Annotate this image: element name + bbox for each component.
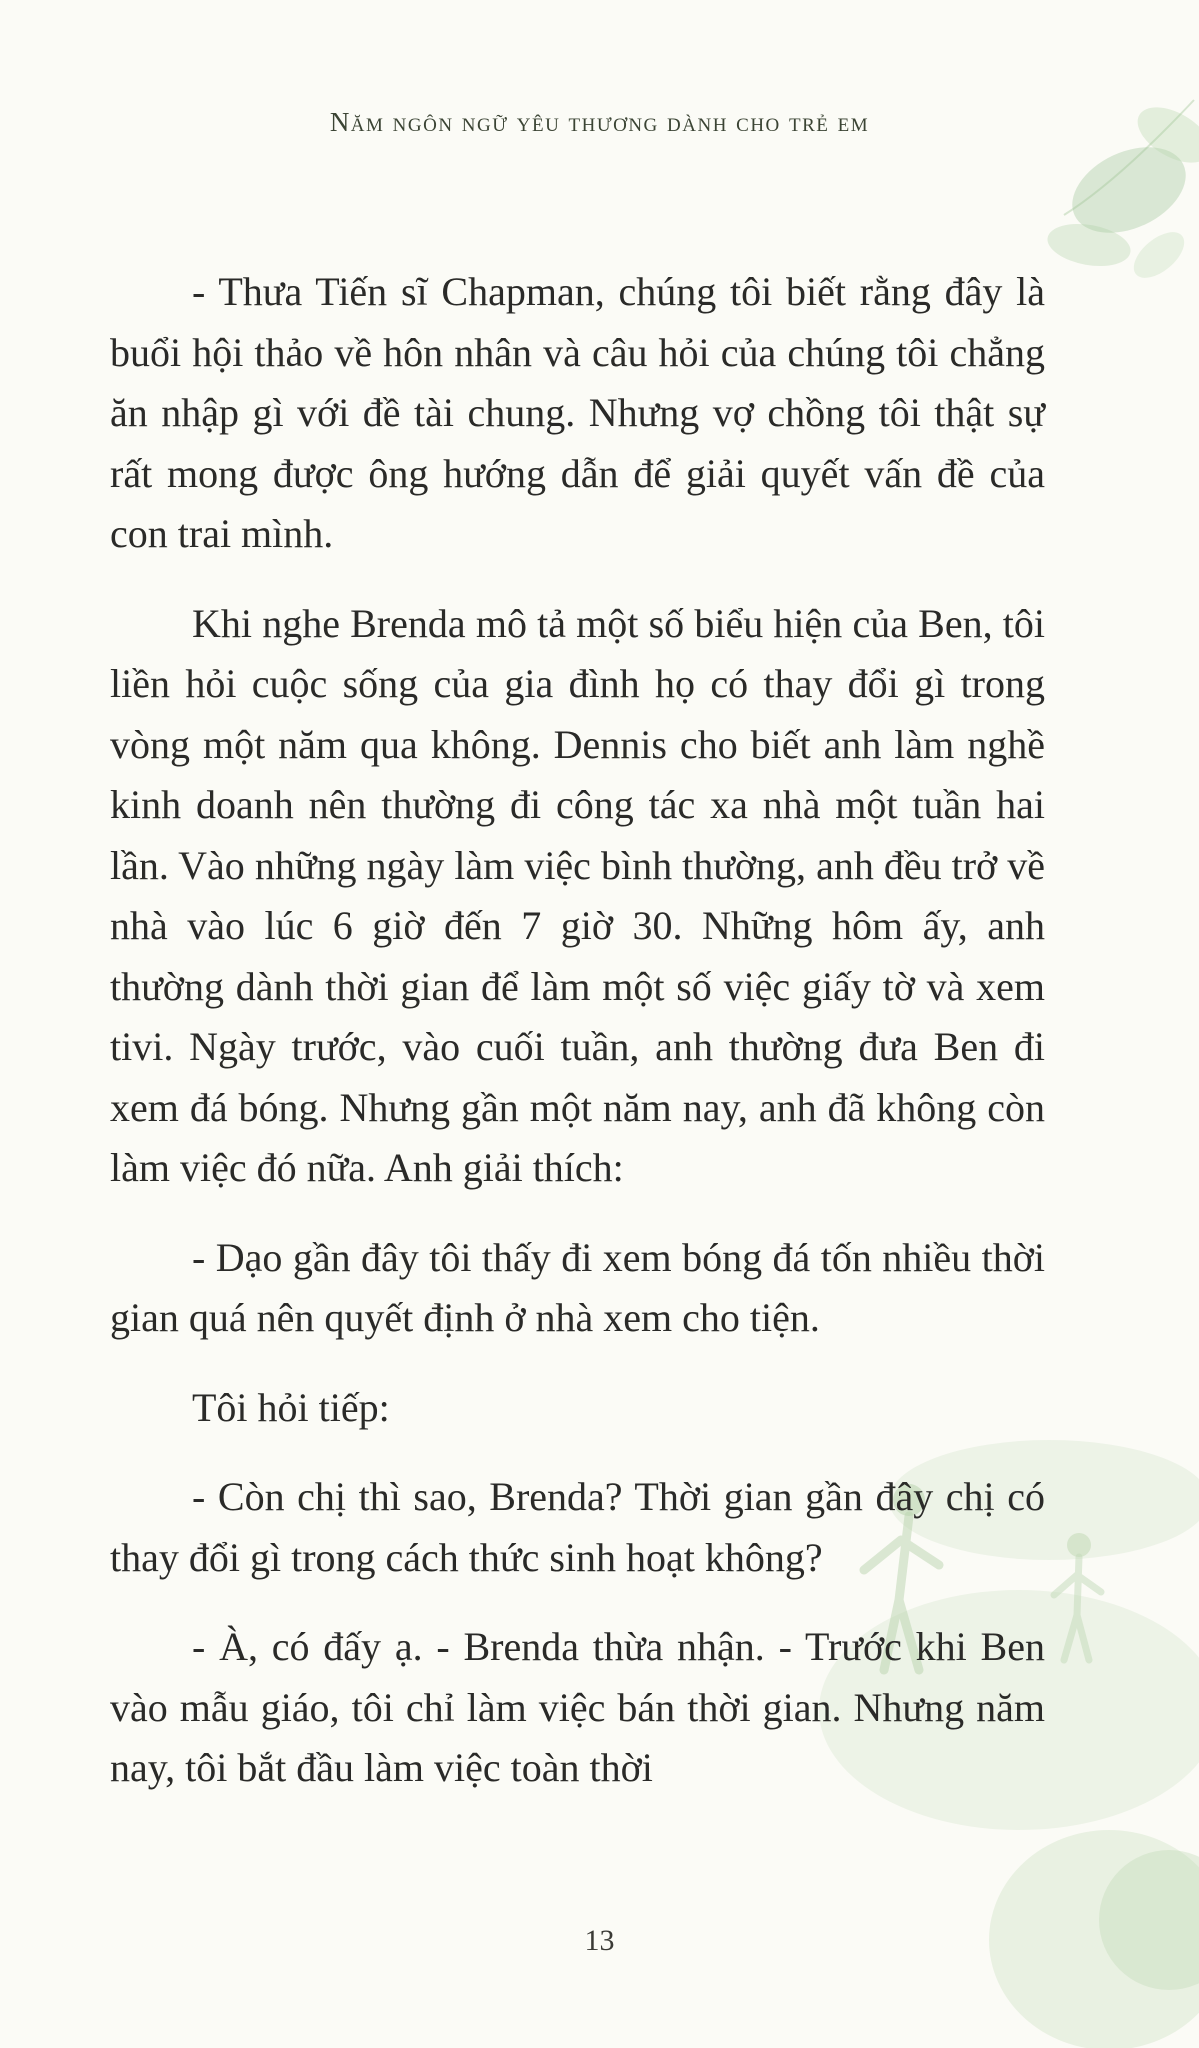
paragraph: Khi nghe Brenda mô tả một số biểu hiện của Ben, tôi liền hỏi cuộc sống của gia đình họ có thay đổi gì trong vòng một năm qua không. Dennis cho biết anh làm nghề kinh doanh nên thường đi công tác xa nhà một tuần hai lần. Vào những ngày làm việc bình thường, anh đều trở về nhà vào lúc 6 giờ đến 7 giờ 30. Những hôm ấy, anh thường dành thời gian để làm một số việc giấy tờ và xem tivi. Ngày trước, vào cuối tuần, anh thường đưa Ben đi xem đá bóng. Nhưng gần một năm nay, anh đã không còn làm việc đó nữa. Anh giải thích: [110, 600, 1045, 1190]
paragraph: - Còn chị thì sao, Brenda? Thời gian gần đây chị có thay đổi gì trong cách thức sinh hoạt không? [110, 1474, 1045, 1580]
body-text [110, 262, 1045, 1828]
page-number: 13 [584, 1924, 615, 1957]
paragraph: - Dạo gần đây tôi thấy đi xem bóng đá tốn nhiều thời gian quá nên quyết định ở nhà xem cho tiện. [110, 1234, 1045, 1340]
leaf-illustration [969, 40, 1199, 300]
running-header: Năm ngôn ngữ yêu thương dành cho trẻ em [329, 107, 870, 137]
paragraph: - À, có đấy ạ. - Brenda thừa nhận. - Trước khi Ben vào mẫu giáo, tôi chỉ làm việc bán thời gian. Nhưng năm nay, tôi bắt đầu làm việc toàn thời [110, 1624, 1045, 1790]
paragraph: Tôi hỏi tiếp: [192, 1384, 390, 1430]
paragraph: - Thưa Tiến sĩ Chapman, chúng tôi biết rằng đây là buổi hội thảo về hôn nhân và câu hỏi của chúng tôi chẳng ăn nhập gì với đề tài chung. Nhưng vợ chồng tôi thật sự rất mong được ông hướng dẫn để giải quyết vấn đề của con trai mình. [110, 269, 1045, 556]
